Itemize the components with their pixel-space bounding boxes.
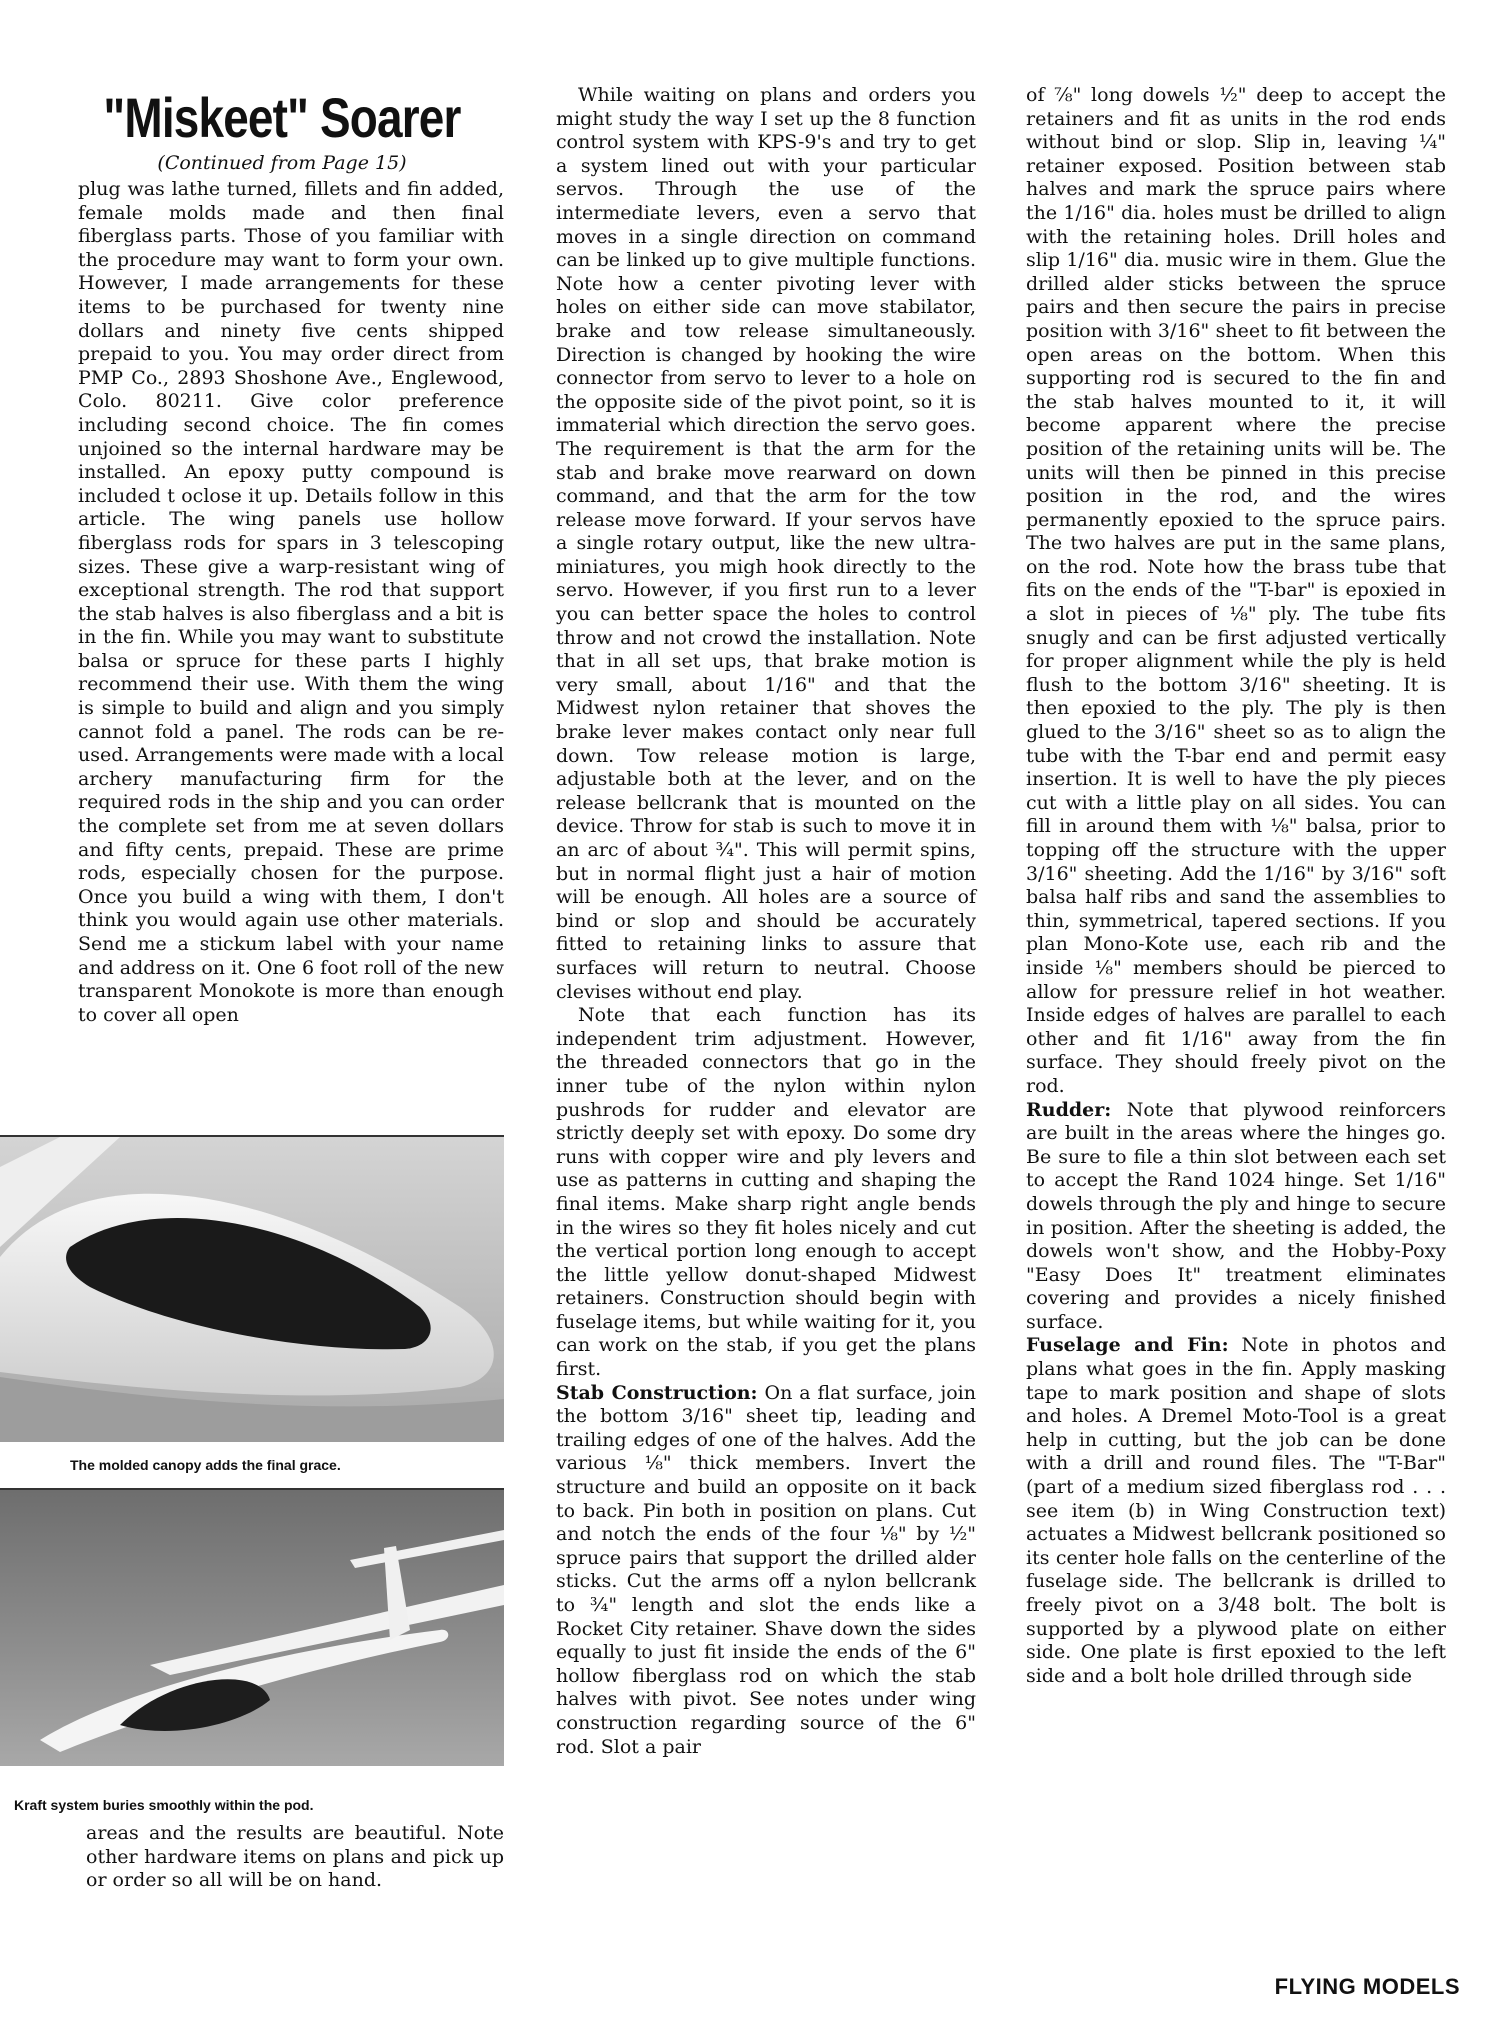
magazine-footer: FLYING MODELS — [1274, 1974, 1460, 1999]
paragraph: While waiting on plans and orders you might study the way I set up the 8 function control system with KPS-9's and try to get a system lined out with your particular servos. Through the use of the intermediate levers, even a servo that moves in a single direction on command can be linked up to give multiple functions. Note how a center pivoting lever with holes on either side can move stabilator, brake and tow release simultaneously. Direction is changed by hooking the wire connector from servo to lever to a hole on the opposite side of the pivot point, so it is immaterial which direction the servo goes. The requirement is that the arm for the stab and brake move rearward on down command, and that the arm for the tow release move forward. If your servos have a single rotary output, like the new ultra-miniatures, you migh hook directly to the servo. However, if you first run to a lever you can better space the holes to control throw and not crowd the installation. Note that in all set ups, that brake motion is very small, about 1/16" and that the Midwest nylon retainer that shoves the brake lever makes contact only near full down. Tow release motion is large, adjustable both at the lever, and on the release bellcrank that is mounted on the device. Throw for stab is such to move it in an arc of about ¾". This will permit spins, but in normal flight just a hair of motion will be enough. All holes are a source of bind or slop and should be accurately fitted to retaining links to assure that surfaces will return to neutral. Choose clevises without end play. — [556, 84, 976, 1003]
column-2-text — [556, 84, 976, 1759]
section-heading-stab: Stab Construction: — [556, 1381, 758, 1404]
section-heading-rudder: Rudder: — [1026, 1098, 1112, 1121]
paragraph: Note that each function has its independent trim adjustment. However, the threaded connectors that go in the inner tube of the nylon within nylon pushrods for rudder and elevator are strictly deeply set with epoxy. Do some dry runs with copper wire and ply levers and use as patterns in cutting and shaping the final items. Make sharp right angle bends in the wires so they fit holes nicely and cut the vertical portion long enough to accept the little yellow donut-shaped Midwest retainers. Construction should begin with fuselage items, but while waiting for it, you can work on the stab, if you get the plans first. — [556, 1004, 976, 1381]
glider-caption: Kraft system buries smoothly within the pod. — [14, 1797, 314, 1813]
continued-note: (Continued from Page 15) — [157, 152, 407, 174]
canopy-caption: The molded canopy adds the final grace. — [70, 1457, 341, 1473]
canopy-photo — [0, 1135, 504, 1442]
glider-photo — [0, 1488, 504, 1766]
paragraph: areas and the results are beautiful. Note other hardware items on plans and pick up or order so all will be on hand. — [86, 1822, 504, 1892]
section-text: Note that plywood reinforcers are built in the areas where the hinges go. Be sure to file a thin slot between each set to accept the Rand 1024 hinge. Set 1/16" dowels through the ply and hinge to secure in position. After the sheeting is added, the dowels won't show, and the Hobby-Poxy "Easy Does It" treatment eliminates covering and provides a nicely finished surface. — [1026, 1098, 1446, 1333]
paragraph — [1026, 1334, 1446, 1688]
paragraph — [1026, 1099, 1446, 1335]
article-title: "Miskeet" Soarer — [103, 86, 461, 149]
column-1-text — [78, 178, 504, 1027]
paragraph — [556, 1382, 976, 1760]
paragraph: plug was lathe turned, fillets and fin added, female molds made and then final fiberglass parts. Those of you familiar with the procedure may want to form your own. However, I made arrangements for these items to be purchased for twenty nine dollars and ninety five cents shipped prepaid to you. You may order direct from PMP Co., 2893 Shoshone Ave., Englewood, Colo. 80211. Give color preference including second choice. The fin comes unjoined so the internal hardware may be installed. An epoxy putty compound is included t oclose it up. Details follow in this article. The wing panels use hollow fiberglass rods for spars in 3 telescoping sizes. These give a warp-resistant wing of exceptional strength. The rod that support the stab halves is also fiberglass and a bit is in the fin. While you may want to substitute balsa or spruce for these parts I highly recommend their use. With them the wing is simple to build and align and you simply cannot fold a panel. The rods can be re-used. Arrangements were made with a local archery manufacturing firm for the required rods in the ship and you can order the complete set from me at seven dollars and fifty cents, prepaid. These are prime rods, especially chosen for the purpose. Once you build a wing with them, I don't think you would again use other materials. Send me a stickum label with your name and address on it. One 6 foot roll of the new transparent Monokote is more than enough to cover all open — [78, 178, 504, 1026]
section-text: On a flat surface, join the bottom 3/16" sheet tip, leading and trailing edges of one of the halves. Add the various ⅛" thick members. Invert the structure and build an opposite on it back to back. Pin both in position on plans. Cut and notch the ends of the four ⅛" by ½" spruce pairs that support the drilled alder sticks. Cut the arms off a nylon bellcrank to ¾" length and slot the ends like a Rocket City retainer. Shave down the sides equally to just fit inside the ends of the 6" hollow fiberglass rod on which the stab halves with pivot. See notes under wing construction regarding source of the 6" rod. Slot a pair — [556, 1381, 976, 1758]
section-heading-fuselage: Fuselage and Fin: — [1026, 1334, 1229, 1357]
column-1-continuation — [86, 1822, 504, 1893]
section-text: Note in photos and plans what goes in the fin. Apply masking tape to mark position and shape of slots and holes. A Dremel Moto-Tool is a great help in cutting, but the job can be done with a drill and round files. The "T-Bar" (part of a medium sized fiberglass rod . . . see item (b) in Wing Construction text) actuates a Midwest bellcrank positioned so its center hole falls on the centerline of the fuselage side. The bellcrank is drilled to freely pivot on a 3/48 bolt. The bolt is supported by a plywood plate on either side. One plate is first epoxied to the left side and a bolt hole drilled through side — [1026, 1334, 1446, 1687]
column-3-text — [1026, 84, 1446, 1688]
paragraph: of ⅞" long dowels ½" deep to accept the retainers and fit as units in the rod ends without bind or slop. Slip in, leaving ¼" retainer exposed. Position between stab halves and mark the spruce pairs where the 1/16" dia. holes must be drilled to align with the retaining holes. Drill holes and slip 1/16" dia. music wire in them. Glue the drilled alder sticks between the spruce pairs and then secure the pairs in precise position with 3/16" sheet to fit between the open areas on the bottom. When this supporting rod is secured to the fin and the stab halves mounted to it, it will become apparent where the precise position of the retaining units will be. The units will then be pinned in this precise position in the rod, and the wires permanently epoxied to the spruce pairs. The two halves are put in the same plans, on the rod. Note how the brass tube that fits on the ends of the "T-bar" is epoxied in a slot in pieces of ⅛" ply. The tube fits snugly and can be first adjusted vertically for proper alignment while the ply is held flush to the bottom 3/16" sheeting. It is then epoxied to the ply. The ply is then glued to the 3/16" sheet so as to align the tube with the T-bar end and permit easy insertion. It is well to have the ply pieces cut with a little play on all sides. You can fill in around them with ⅛" balsa, prior to topping off the structure with the upper 3/16" sheeting. Add the 1/16" by 3/16" soft balsa half ribs and sand the assemblies to thin, symmetrical, tapered sections. If you plan Mono-Kote use, each rib and the inside ⅛" members should be pierced to allow for pressure relief in hot weather. Inside edges of halves are parallel to each other and fit 1/16" away from the fin surface. They should freely pivot on the rod. — [1026, 84, 1446, 1097]
